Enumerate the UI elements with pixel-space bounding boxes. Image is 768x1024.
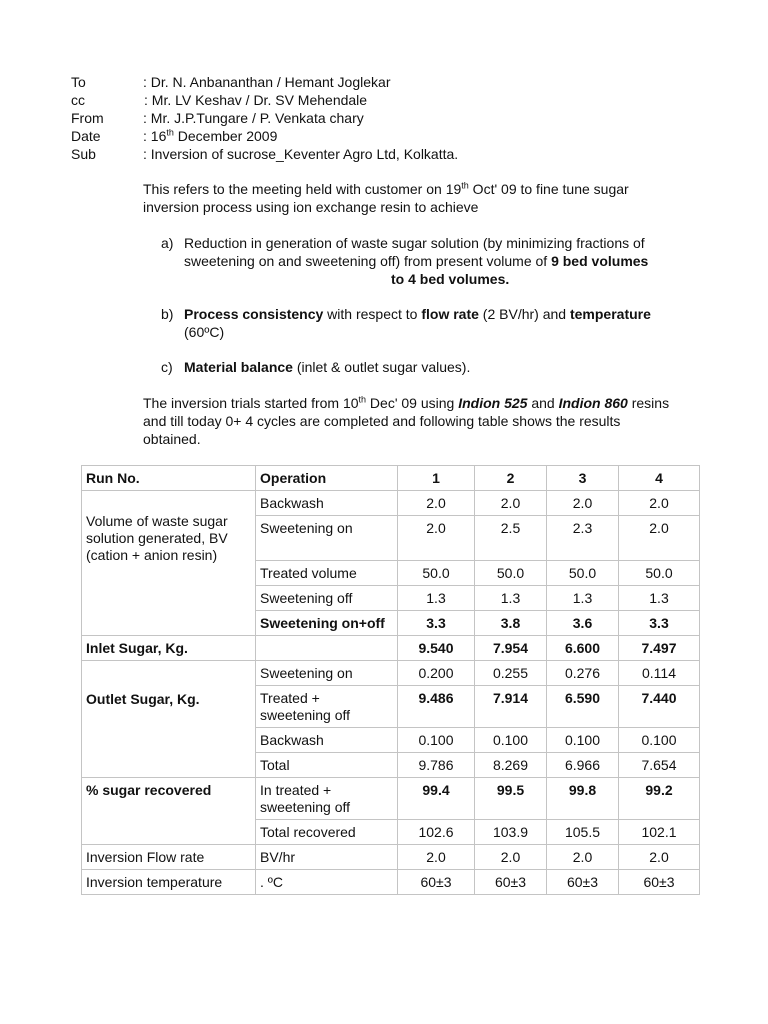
value-cell: 99.8 [547,778,619,820]
results-table [81,465,700,895]
value-cell: 2.5 [475,516,547,561]
value-cell: 7.914 [475,686,547,728]
header-run-2: 2 [475,466,547,491]
value-cell: 3.3 [398,611,475,636]
table-row [82,778,700,820]
value-cell: 2.0 [547,845,619,870]
operation-cell: Treated volume [256,561,398,586]
value-cell: 99.5 [475,778,547,820]
value-cell: 3.6 [547,611,619,636]
value-cell: 2.0 [398,845,475,870]
temperature-label: Inversion temperature [82,870,256,895]
value-cell: 50.0 [475,561,547,586]
value-cell: 1.3 [475,586,547,611]
table-header-row [82,466,700,491]
value-cell: 60±3 [398,870,475,895]
value-cell: 7.654 [619,753,700,778]
operation-cell [256,636,398,661]
operation-cell: In treated + sweetening off [256,778,398,820]
value-cell: 3.3 [619,611,700,636]
value-cell: 60±3 [619,870,700,895]
operation-cell: Sweetening off [256,586,398,611]
value-cell: 60±3 [547,870,619,895]
value-cell: 99.4 [398,778,475,820]
objective-c [161,358,701,376]
value-cell: 2.0 [619,491,700,516]
waste-sugar-label: Volume of waste sugar solution generated, BV (cation + anion resin) [82,491,256,636]
sub-label: Sub [71,146,96,162]
value-cell: 2.0 [547,491,619,516]
value-cell: 8.269 [475,753,547,778]
outlet-sugar-label: Outlet Sugar, Kg. [82,661,256,778]
cc-label: cc [71,92,85,108]
value-cell: 2.0 [475,845,547,870]
from-label: From [71,110,104,126]
memo-date-line [71,127,711,145]
trials-line-1: The inversion trials started from 10th Dec' 09 using Indion 525 and Indion 860 resins [143,394,670,411]
value-cell: 60±3 [475,870,547,895]
value-cell: 0.100 [619,728,700,753]
value-cell: 0.100 [398,728,475,753]
objective-a [161,234,701,288]
value-cell: 3.8 [475,611,547,636]
from-value: : Mr. J.P.Tungare / P. Venkata chary [143,110,364,126]
table-row [82,491,700,516]
value-cell: 0.100 [475,728,547,753]
objective-b-line-1: Process consistency with respect to flow rate (2 BV/hr) and temperature [184,306,651,322]
value-cell: 2.0 [619,845,700,870]
memo-to-line [71,73,711,91]
objective-a-line-1: Reduction in generation of waste sugar solution (by minimizing fractions of [184,235,645,251]
objective-a-line-3: to 4 bed volumes. [391,271,510,287]
value-cell: 99.2 [619,778,700,820]
value-cell: 2.0 [619,516,700,561]
date-value: : 16th December 2009 [143,127,278,144]
value-cell: 102.1 [619,820,700,845]
memo-cc-line [71,91,711,109]
memo-from-line [71,109,711,127]
value-cell: 1.3 [398,586,475,611]
value-cell: 9.786 [398,753,475,778]
table-row [82,870,700,895]
trials-line-3: obtained. [143,431,201,447]
objective-b-label: b) [161,306,174,322]
table-row [82,636,700,661]
value-cell: 7.440 [619,686,700,728]
operation-cell: Sweetening on [256,661,398,686]
value-cell: 6.600 [547,636,619,661]
value-cell: 9.486 [398,686,475,728]
to-label: To [71,74,86,90]
operation-cell: Sweetening on [256,516,398,561]
header-run-4: 4 [619,466,700,491]
operation-cell: . ºC [256,870,398,895]
operation-cell: Sweetening on+off [256,611,398,636]
value-cell: 0.114 [619,661,700,686]
value-cell: 0.200 [398,661,475,686]
trials-line-2: and till today 0+ 4 cycles are completed and following table shows the results [143,413,621,429]
table-row [82,845,700,870]
value-cell: 103.9 [475,820,547,845]
value-cell: 105.5 [547,820,619,845]
sub-value: : Inversion of sucrose_Keventer Agro Ltd, Kolkatta. [143,146,459,162]
value-cell: 9.540 [398,636,475,661]
value-cell: 2.0 [398,516,475,561]
operation-cell: BV/hr [256,845,398,870]
header-operation: Operation [256,466,398,491]
header-run-1: 1 [398,466,475,491]
value-cell: 7.497 [619,636,700,661]
operation-cell: Total [256,753,398,778]
value-cell: 0.276 [547,661,619,686]
value-cell: 0.255 [475,661,547,686]
table-row [82,661,700,686]
value-cell: 102.6 [398,820,475,845]
value-cell: 1.3 [547,586,619,611]
value-cell: 6.590 [547,686,619,728]
memo-subject-line [71,145,711,163]
operation-cell: Treated + sweetening off [256,686,398,728]
operation-cell: Backwash [256,491,398,516]
value-cell: 7.954 [475,636,547,661]
value-cell: 1.3 [619,586,700,611]
flow-rate-label: Inversion Flow rate [82,845,256,870]
value-cell: 2.0 [398,491,475,516]
intro-line-2: inversion process using ion exchange resin to achieve [143,199,479,215]
objective-a-label: a) [161,235,174,251]
intro-line-1: This refers to the meeting held with customer on 19th Oct' 09 to fine tune sugar [143,180,629,197]
objective-c-label: c) [161,359,173,375]
header-run-3: 3 [547,466,619,491]
header-run-no: Run No. [82,466,256,491]
value-cell: 2.0 [475,491,547,516]
value-cell: 50.0 [547,561,619,586]
value-cell: 0.100 [547,728,619,753]
objective-b [161,305,701,341]
date-label: Date [71,128,101,144]
sugar-recovered-label: % sugar recovered [82,778,256,845]
value-cell: 50.0 [398,561,475,586]
objective-a-line-2: sweetening on and sweetening off) from present volume of 9 bed volumes [184,253,649,269]
value-cell: 6.966 [547,753,619,778]
objective-c-line-1: Material balance (inlet & outlet sugar values). [184,359,471,375]
inlet-sugar-label: Inlet Sugar, Kg. [82,636,256,661]
to-value: : Dr. N. Anbananthan / Hemant Joglekar [143,74,391,90]
operation-cell: Total recovered [256,820,398,845]
value-cell: 2.3 [547,516,619,561]
cc-value: : Mr. LV Keshav / Dr. SV Mehendale [144,92,368,108]
value-cell: 50.0 [619,561,700,586]
operation-cell: Backwash [256,728,398,753]
objective-b-line-2: (60ºC) [184,324,225,340]
